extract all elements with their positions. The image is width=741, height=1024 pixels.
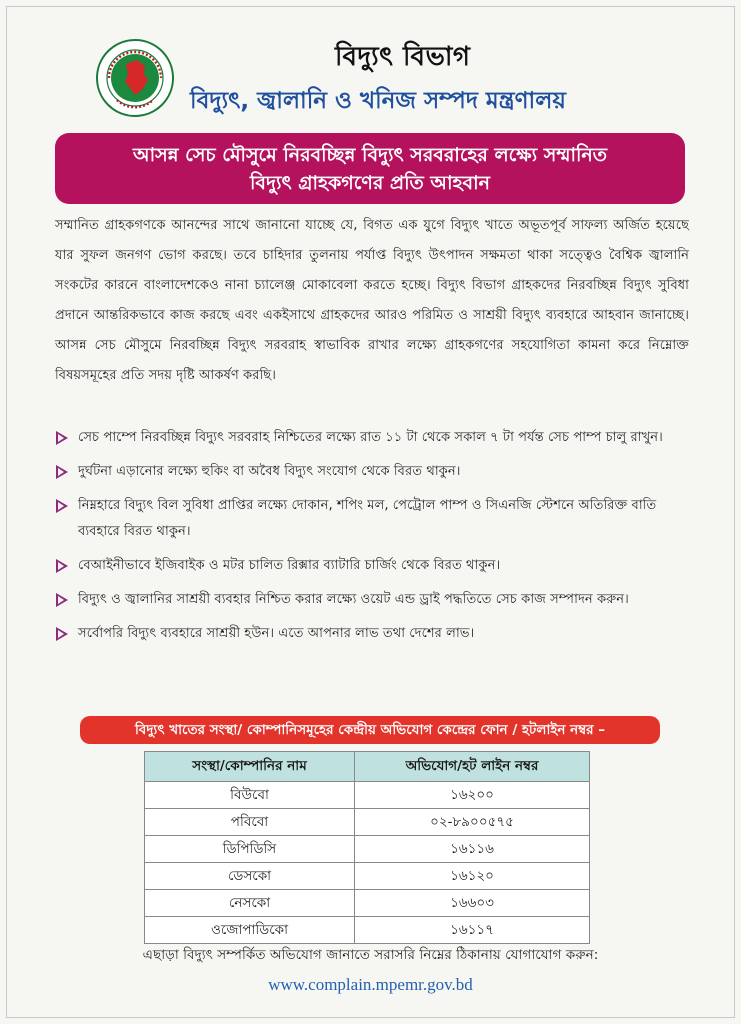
list-item-text: নিম্নহারে বিদ্যুৎ বিল সুবিধা প্রাপ্তির লক্ষ্যে দোকান, শপিং মল, পেট্রোল পাম্প ও সিএনজি স্টেশনে অতিরিক্ত বাতি ব্যবহারে বিরত থাকুন। — [78, 498, 657, 539]
arrow-bullet-icon — [56, 559, 68, 573]
list-item — [52, 459, 692, 485]
list-item-text: দুর্ঘটনা এড়ানোর লক্ষ্যে হুকিং বা অবৈধ বিদ্যুৎ সংযোগ থেকে বিরত থাকুন। — [78, 464, 461, 479]
arrow-bullet-icon — [56, 593, 68, 607]
list-item-text: সর্বোপরি বিদ্যুৎ ব্যবহারে সাশ্রয়ী হউন। এতে আপনার লাভ তথা দেশের লাভ। — [78, 626, 475, 641]
organization-cell: ডিপিডিসি — [145, 836, 355, 863]
instruction-list — [52, 425, 692, 655]
organization-cell: বিউবো — [145, 782, 355, 809]
table-row — [145, 836, 590, 863]
list-item — [52, 621, 692, 647]
column-header-organization: সংস্থা/কোম্পানির নাম — [145, 752, 355, 782]
table-row — [145, 782, 590, 809]
table-row — [145, 890, 590, 917]
organization-cell: নেসকো — [145, 890, 355, 917]
table-row — [145, 917, 590, 944]
intro-paragraph: সম্মানিত গ্রাহকগণকে আনন্দের সাথে জানানো যাচ্ছে যে, বিগত এক যুগে বিদ্যুৎ খাতে অভূতপূর্ব সাফল্য অর্জিত হয়েছে যার সুফল জনগণ ভোগ করছে। তবে চাহিদার তুলনায় পর্যাপ্ত বিদ্যুৎ উৎপাদন সক্ষমতা থাকা সত্ত্বেও বৈশ্বিক জ্বালানি সংকটের কারনে বাংলাদেশকেও নানা চ্যালেঞ্জ মোকাবেলা করতে হচ্ছে। বিদ্যুৎ বিভাগ গ্রাহকদের নিরবচ্ছিন্ন বিদ্যুৎ সুবিধা প্রদানে আন্তরিকভাবে কাজ করছে এবং একইসাথে গ্রাহকদের আরও পরিমিত ও সাশ্রয়ী বিদ্যুৎ ব্যবহারে আহবান জানাচ্ছে। আসন্ন সেচ মৌসুমে নিরবচ্ছিন্ন বিদ্যুৎ সরবরাহ স্বাভাবিক রাখার লক্ষ্যে গ্রাহকগণের সহযোগিতা কামনা করে নিম্নোক্ত বিষয়সমূহের প্রতি সদয় দৃষ্টি আকর্ষণ করছি। — [55, 218, 689, 383]
notice-banner — [55, 133, 685, 204]
header — [95, 30, 695, 120]
department-title: বিদ্যুৎ বিভাগ — [335, 42, 471, 72]
banner-line-2: বিদ্যুৎ গ্রাহকগণের প্রতি আহবান — [250, 172, 490, 194]
ministry-title: বিদ্যুৎ, জ্বালানি ও খনিজ সম্পদ মন্ত্রণালয় — [190, 88, 566, 114]
list-item — [52, 425, 692, 451]
hotline-cell: ১৬১২০ — [355, 863, 590, 890]
hotline-cell: ১৬১১৭ — [355, 917, 590, 944]
arrow-bullet-icon — [56, 465, 68, 479]
column-header-hotline: অভিযোগ/হট লাইন নম্বর — [355, 752, 590, 782]
organization-cell: ওজোপাডিকো — [145, 917, 355, 944]
list-item — [52, 587, 692, 613]
hotline-table — [144, 751, 590, 944]
table-row — [145, 809, 590, 836]
hotline-cell: ১৬২০০ — [355, 782, 590, 809]
arrow-bullet-icon — [56, 431, 68, 445]
arrow-bullet-icon — [56, 499, 68, 513]
contact-note: এছাড়া বিদ্যুৎ সম্পর্কিত অভিযোগ জানাতে সরাসরি নিম্নের ঠিকানায় যোগাযোগ করুন: — [142, 947, 599, 963]
list-item — [52, 553, 692, 579]
arrow-bullet-icon — [56, 627, 68, 641]
list-item-text: সেচ পাম্পে নিরবচ্ছিন্ন বিদ্যুৎ সরবরাহ নিশ্চিতের লক্ষ্যে রাত ১১ টা থেকে সকাল ৭ টা পর্যন্ত সেচ পাম্প চালু রাখুন। — [78, 430, 663, 445]
table-row — [145, 863, 590, 890]
hotline-cell: ১৬১১৬ — [355, 836, 590, 863]
organization-cell: ডেসকো — [145, 863, 355, 890]
list-item-text: বেআইনীভাবে ইজিবাইক ও মটর চালিত রিক্সার ব্যাটারি চার্জিং থেকে বিরত থাকুন। — [78, 558, 501, 573]
table-header-row — [145, 752, 590, 782]
hotline-cell: ১৬৬০৩ — [355, 890, 590, 917]
list-item-text: বিদ্যুৎ ও জ্বালানির সাশ্রয়ী ব্যবহার নিশ্চিত করার লক্ষ্যে ওয়েট এন্ড ড্রাই পদ্ধতিতে সেচ কাজ সম্পাদন করুন। — [78, 592, 629, 607]
hotline-heading: বিদ্যুৎ খাতের সংস্থা/ কোম্পানিসমূহের কেন্দ্রীয় অভিযোগ কেন্দ্রের ফোন / হটলাইন নম্বর – — [80, 716, 660, 744]
banner-line-1: আসন্ন সেচ মৌসুমে নিরবচ্ছিন্ন বিদ্যুৎ সরবরাহের লক্ষ্যে সম্মানিত — [132, 144, 608, 166]
list-item — [52, 493, 692, 545]
organization-cell: পবিবো — [145, 809, 355, 836]
hotline-cell: ০২-৮৯০০৫৭৫ — [355, 809, 590, 836]
government-seal-icon — [95, 38, 175, 118]
complaint-website-link[interactable]: www.complain.mpemr.gov.bd — [268, 975, 473, 994]
